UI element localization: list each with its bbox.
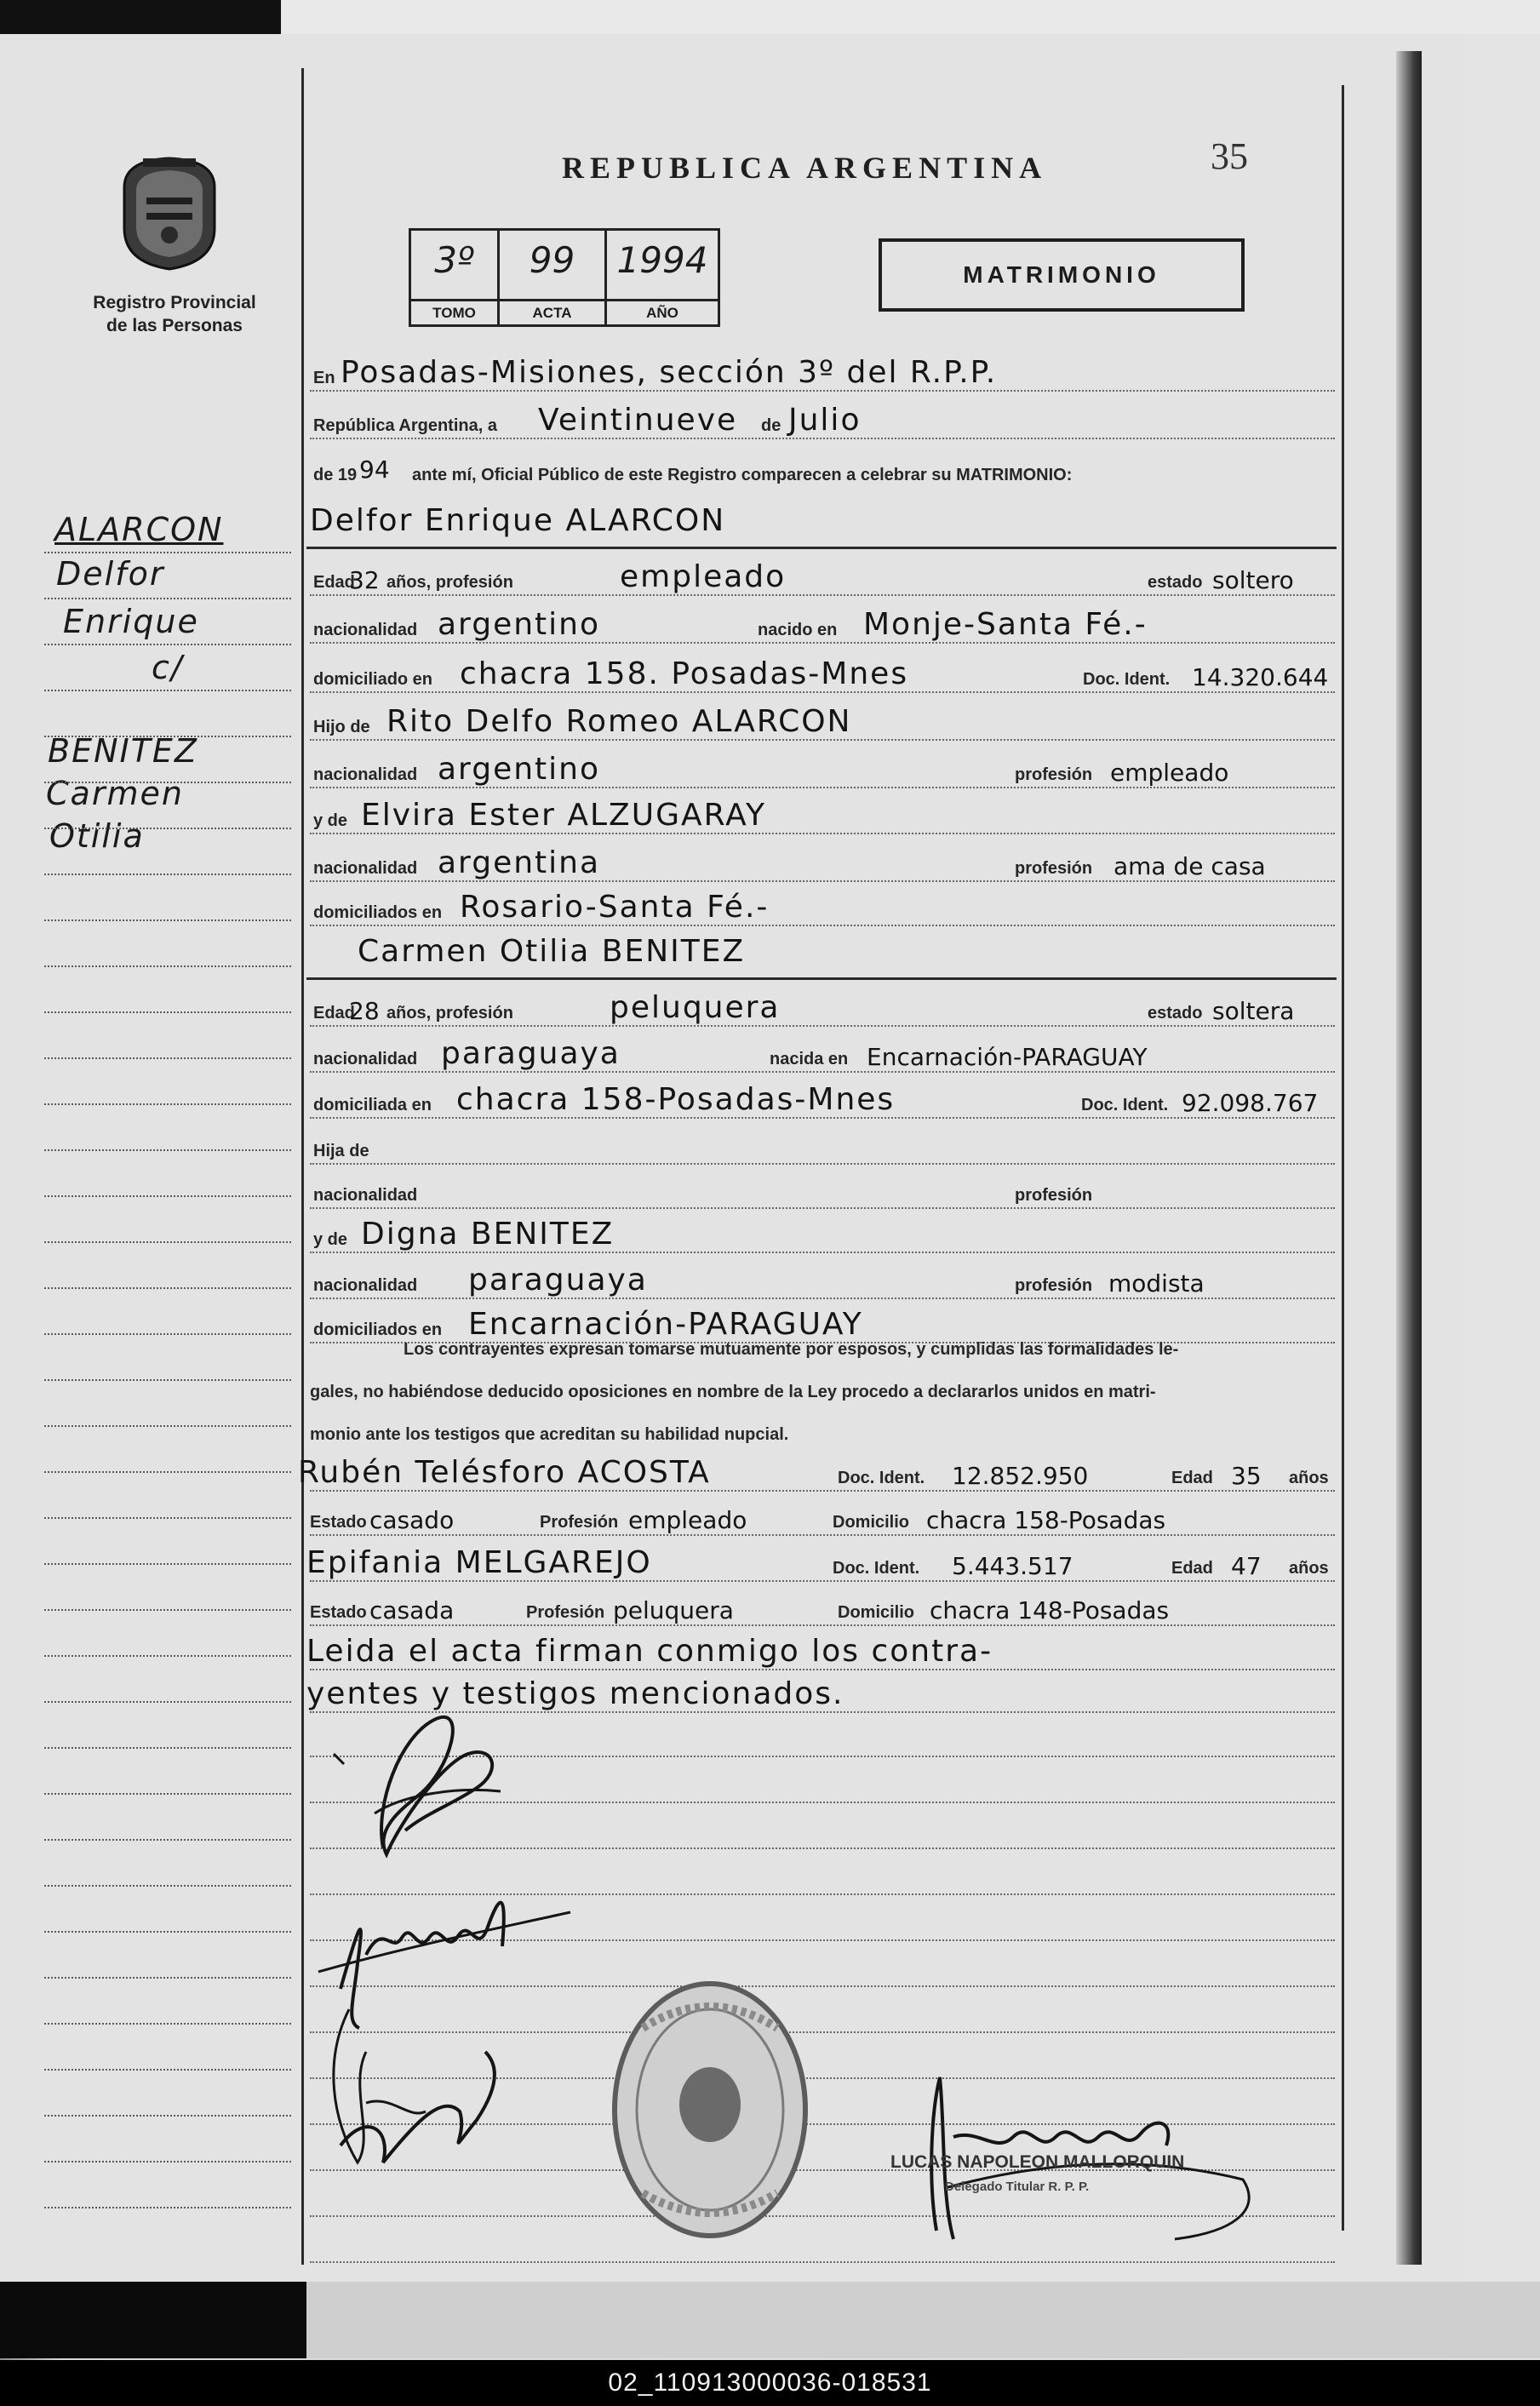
bride-name-rule [306,977,1337,980]
acta-value: 99 [529,239,575,281]
groom-profession: empleado [620,559,787,594]
ano-cell [607,231,718,324]
bride-parents-address: Encarnación-PARAGUAY [468,1307,863,1342]
groom-signature [323,1703,519,1865]
scan-bottom-surface [306,2282,1540,2358]
witness1-detail-row [310,1495,1335,1539]
ano-label: AÑO [607,299,718,324]
groom-name-rule [306,547,1337,549]
groom-status: soltero [1212,566,1294,594]
witness1-age-suffix: años [1289,1469,1329,1487]
groom-parents-address-label: domiciliados en [313,903,443,922]
margin-groom-given2: Enrique [63,603,199,640]
witness1-status: casado [369,1506,455,1534]
bride-name-row [310,930,1335,974]
declaration-line2: gales, no habiéndose deducido oposiciones en nombre de la Ley procedo a declararlos unidos en matri- [310,1383,1156,1401]
groom-address-label: domiciliado en [313,670,433,689]
groom-age-row [310,555,1335,599]
bride-age-label: Edad [313,1004,355,1023]
bride-mother-nat-row [310,1258,1335,1303]
book-binding-edge [1396,51,1422,2265]
bride-mother-profession: modista [1108,1269,1205,1298]
groom-mother-nat-label: nacionalidad [313,859,418,878]
witness2-name: Epifania MELGAREJO [306,1545,652,1580]
witness2-age: 47 [1231,1552,1262,1580]
de-label: de [761,416,781,435]
intro-year-row [310,448,1335,492]
scan-edge-light [281,0,1540,34]
official-name: LUCAS NAPOLEON MALLORQUIN [890,2152,1185,2172]
groom-parents-address-row [310,885,1335,930]
bride-status-label: estado [1148,1004,1203,1023]
bride-father-nat-label: nacionalidad [313,1186,418,1205]
margin-column-rule [301,68,304,2265]
year-suffix: 94 [359,455,390,484]
record-id-box [409,228,720,327]
right-column-rule [1342,85,1344,2231]
bride-age-suffix: años, profesión [386,1004,513,1023]
register-page [0,34,1405,2282]
bride-nationality-row [310,1032,1335,1076]
groom-father-profession: empleado [1110,759,1229,787]
bride-mother-row [310,1212,1335,1257]
registry-place: Posadas-Misiones, sección 3º del R.P.P. [341,355,998,390]
closing-row-1 [306,1630,1335,1674]
witness2-age-label: Edad [1171,1559,1213,1578]
groom-father-row [310,700,1335,744]
margin-bride-surname: BENITEZ [48,732,198,770]
bride-age: 28 [349,997,380,1025]
witness2-addr-label: Domicilio [838,1603,915,1622]
record-type-box: MATRIMONIO [879,238,1245,312]
witness2-doc: 5.443.517 [952,1552,1073,1580]
groom-status-label: estado [1148,573,1203,592]
witness2-prof-label: Profesión [526,1603,605,1622]
tomo-value: 3º [434,239,474,281]
en-label: En [313,369,335,387]
groom-father-nationality: argentino [438,752,601,787]
witness2-status-label: Estado [310,1603,367,1622]
intro-date-row [310,398,1335,443]
groom-father-prof-label: profesión [1015,765,1093,784]
witness2-doc-label: Doc. Ident. [833,1559,920,1578]
groom-father-label: Hijo de [313,718,370,736]
groom-mother-prof-label: profesión [1015,859,1093,878]
margin-groom-surname: ALARCON [54,511,224,548]
bride-mother-prof-label: profesión [1015,1276,1093,1295]
groom-mother-nationality: argentina [438,845,601,880]
registry-stamp [609,1977,811,2243]
registry-label-line2: de las Personas [106,316,243,335]
groom-father-nat-label: nacionalidad [313,765,418,784]
witness2-age-suffix: años [1289,1559,1329,1578]
witness1-addr-label: Domicilio [833,1513,910,1532]
witness1-name-row [298,1451,1335,1495]
witness1-prof-label: Profesión [540,1513,619,1532]
groom-mother-nat-row [310,841,1335,885]
groom-doc-label: Doc. Ident. [1083,670,1171,689]
bride-address-row [310,1078,1335,1122]
bride-father-row [310,1124,1335,1168]
groom-mother-profession: ama de casa [1113,852,1266,880]
groom-mother-row [310,793,1335,838]
declaration-text [310,1328,1335,1456]
groom-birth-label: nacido en [758,621,838,639]
groom-father: Rito Delfo Romeo ALARCON [386,704,852,739]
margin-bride-given1: Carmen [46,775,184,812]
bride-profession: peluquera [610,990,781,1025]
country-title: REPUBLICA ARGENTINA [562,151,1048,185]
republic-label: República Argentina, a [313,416,497,435]
margin-bride-given2: Otilia [49,817,145,855]
witness1-status-label: Estado [310,1513,367,1532]
registry-label [60,291,289,337]
bride-mother-label: y de [313,1230,348,1249]
bride-mother-nat-label: nacionalidad [313,1276,418,1295]
witness2-name-row [306,1541,1335,1585]
groom-name-row [310,499,1335,543]
witness2-address: chacra 148-Posadas [930,1596,1170,1624]
groom-doc: 14.320.644 [1192,663,1329,691]
bride-mother: Digna BENITEZ [361,1217,615,1252]
margin-groom-given1: Delfor [56,555,165,593]
provincial-seal-emblem [117,153,221,272]
groom-age-label: Edad [313,573,355,592]
bride-address: chacra 158-Posadas-Mnes [456,1082,896,1117]
groom-address: chacra 158. Posadas-Mnes [460,656,909,691]
scan-footer-id: 02_110913000036-018531 [0,2360,1540,2406]
witness1-doc: 12.852.950 [952,1462,1089,1490]
acta-label: ACTA [500,299,604,324]
bride-nationality-label: nacionalidad [313,1050,418,1068]
bride-father-label: Hija de [313,1142,369,1160]
groom-nationality-row [310,603,1335,647]
scan-edge-dark [0,0,281,34]
declaration-line1: Los contrayentes expresan tomarse mutuamente por esposos, y cumplidas las formalidades le- [404,1340,1179,1359]
year-prefix: de 19 [313,466,358,484]
intro-statement: ante mí, Oficial Público de este Registro comparecen a celebrar su MATRIMONIO: [412,466,1073,484]
witness2-profession: peluquera [613,1596,734,1624]
bride-status: soltera [1212,997,1295,1025]
witness2-detail-row [310,1585,1335,1630]
closing-line1: Leida el acta firman conmigo los contra- [306,1634,993,1669]
page-number: 35 [1211,135,1248,177]
witness1-name: Rubén Telésforo ACOSTA [298,1455,711,1490]
witnesses-signatures [315,1992,536,2188]
witness1-age: 35 [1231,1462,1262,1490]
bride-full-name: Carmen Otilia BENITEZ [358,934,746,969]
bride-doc: 92.098.767 [1182,1089,1319,1117]
groom-nationality: argentino [438,607,601,642]
bride-father-nat-row [310,1168,1335,1212]
declaration-line3: monio ante los testigos que acreditan su habilidad nupcial. [310,1425,789,1444]
official-title: Delegado Titular R. P. P. [945,2180,1090,2194]
groom-age: 32 [349,566,380,594]
witness1-doc-label: Doc. Ident. [838,1469,925,1487]
bride-nationality: paraguaya [441,1036,621,1071]
groom-parents-address: Rosario-Santa Fé.- [460,890,770,925]
registry-label-line1: Registro Provincial [93,293,256,312]
bride-parents-address-label: domiciliados en [313,1320,443,1339]
tomo-cell [411,231,500,324]
bride-mother-nationality: paraguaya [468,1263,648,1298]
bride-age-row [310,986,1335,1030]
groom-address-row [310,652,1335,696]
groom-mother-label: y de [313,811,348,830]
bride-father-prof-label: profesión [1015,1186,1093,1205]
groom-full-name: Delfor Enrique ALARCON [310,503,726,538]
witness1-profession: empleado [628,1506,747,1534]
groom-mother: Elvira Ester ALZUGARAY [361,798,766,833]
bride-doc-label: Doc. Ident. [1081,1096,1169,1114]
witness2-status: casada [369,1596,455,1624]
tomo-label: TOMO [411,299,497,324]
day-text: Veintinueve [538,403,738,438]
bride-address-label: domiciliada en [313,1096,432,1114]
month-text: Julio [788,403,862,438]
acta-cell [500,231,607,324]
witness1-address: chacra 158-Posadas [926,1506,1166,1534]
groom-father-nat-row [310,748,1335,792]
witness1-age-label: Edad [1171,1469,1213,1487]
groom-birthplace: Monje-Santa Fé.- [863,607,1148,642]
margin-conjunction: c/ [152,649,184,686]
closing-line2: yentes y testigos mencionados. [306,1676,844,1711]
bride-birthplace: Encarnación-PARAGUAY [867,1043,1148,1071]
bride-birth-label: nacida en [770,1050,849,1068]
intro-place-row [310,351,1335,395]
groom-nationality-label: nacionalidad [313,621,418,639]
ano-value: 1994 [616,239,708,281]
groom-age-suffix: años, profesión [386,573,513,592]
